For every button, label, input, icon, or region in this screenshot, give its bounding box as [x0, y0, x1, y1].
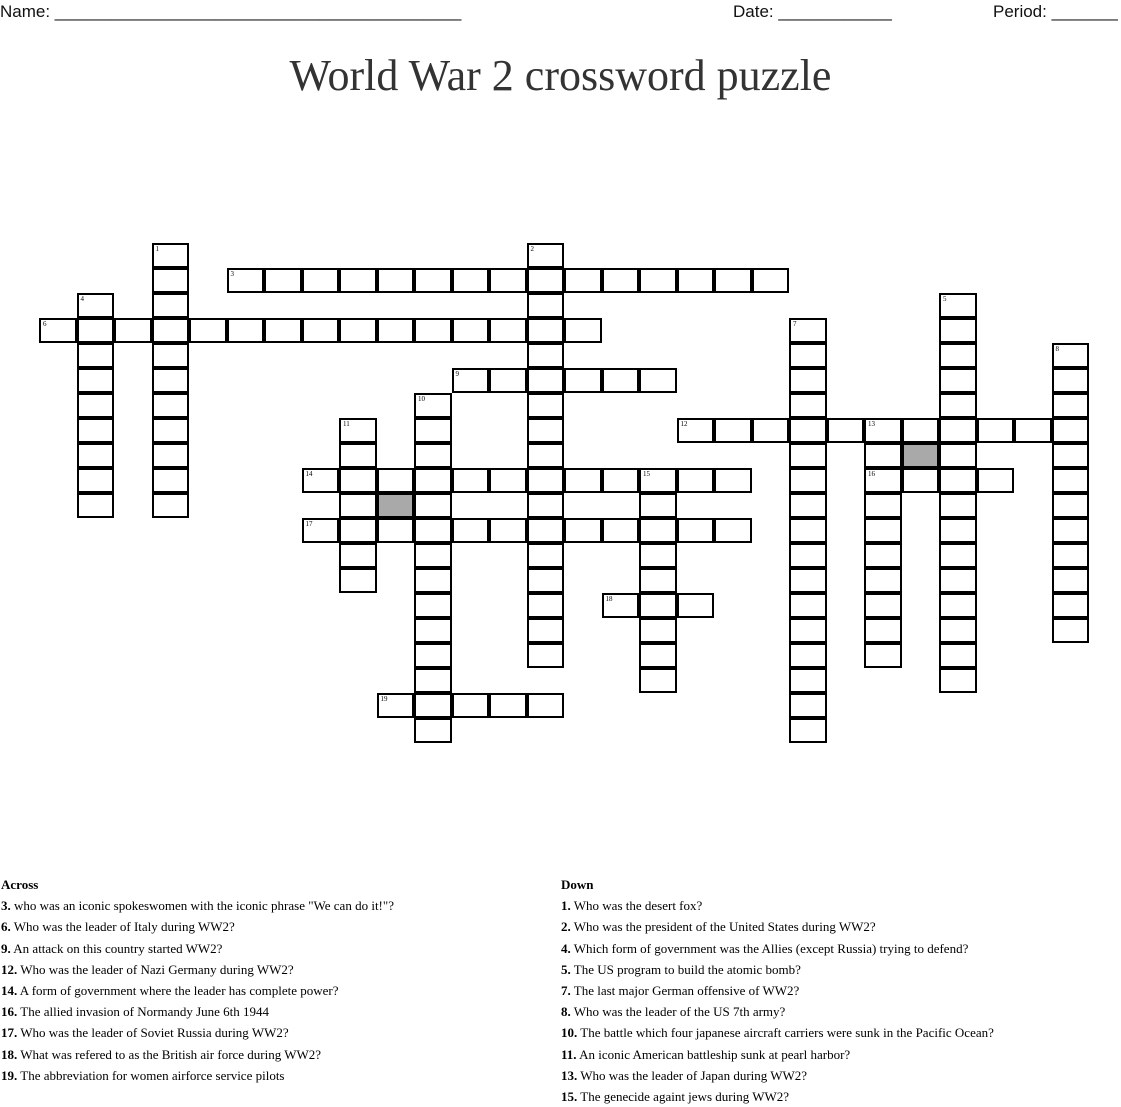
grid-cell[interactable] [339, 518, 377, 543]
grid-cell[interactable] [864, 593, 902, 618]
grid-cell[interactable] [1052, 568, 1090, 593]
grid-cell[interactable] [789, 593, 827, 618]
grid-cell[interactable] [189, 318, 227, 343]
grid-cell[interactable] [39, 318, 77, 343]
grid-cell[interactable] [339, 268, 377, 293]
grid-cell[interactable] [152, 393, 190, 418]
grid-cell[interactable] [864, 543, 902, 568]
grid-cell[interactable] [864, 418, 902, 443]
grid-cell[interactable] [489, 268, 527, 293]
grid-cell[interactable] [864, 468, 902, 493]
grid-cell[interactable] [639, 593, 677, 618]
clue-number: 6 [43, 320, 47, 328]
clue-item-number: 11. [561, 1046, 577, 1062]
grid-cell[interactable] [414, 668, 452, 693]
grid-cell[interactable] [152, 268, 190, 293]
clue-item-text: Who was the president of the United States during WW2? [570, 919, 876, 935]
down-heading: Down [561, 877, 594, 892]
grid-cell[interactable] [939, 643, 977, 668]
clue-item-number: 9. [1, 940, 11, 956]
grid-cell[interactable] [789, 468, 827, 493]
grid-cell[interactable] [677, 593, 715, 618]
clue-number: 7 [793, 320, 797, 328]
grid-cell[interactable] [527, 293, 565, 318]
grid-cell[interactable] [527, 418, 565, 443]
clue-item-text: Who was the leader of Nazi Germany during WW2? [17, 961, 294, 977]
clue-number: 2 [530, 245, 534, 253]
grid-cell[interactable] [864, 493, 902, 518]
clue-number: 12 [680, 420, 688, 428]
grid-cell[interactable] [452, 268, 490, 293]
clue-item-text: Who was the leader of Japan during WW2? [577, 1067, 808, 1083]
page-title: World War 2 crossword puzzle [289, 51, 832, 100]
grid-cell[interactable] [527, 318, 565, 343]
grid-cell[interactable] [564, 518, 602, 543]
grid-cell[interactable] [339, 468, 377, 493]
down-clues [561, 874, 994, 1107]
clue-item-number: 8. [561, 1004, 571, 1020]
grid-cell[interactable] [152, 368, 190, 393]
grid-cell[interactable] [152, 443, 190, 468]
grid-cell[interactable] [302, 268, 340, 293]
down-clue-list [561, 895, 994, 1107]
clue-item-number: 16. [1, 1004, 18, 1020]
clue-item [1, 1001, 394, 1022]
shaded-grid-cell [377, 493, 415, 518]
grid-cell[interactable] [452, 318, 490, 343]
clue-item-number: 5. [561, 961, 571, 977]
grid-cell[interactable] [452, 693, 490, 718]
grid-cell[interactable] [264, 318, 302, 343]
grid-cell[interactable] [864, 518, 902, 543]
grid-cell[interactable] [527, 518, 565, 543]
clue-item-number: 10. [561, 1025, 578, 1041]
grid-cell[interactable] [527, 568, 565, 593]
clue-number: 14 [305, 470, 313, 478]
grid-cell[interactable] [789, 343, 827, 368]
grid-cell[interactable] [339, 318, 377, 343]
grid-cell[interactable] [789, 493, 827, 518]
grid-cell[interactable] [414, 543, 452, 568]
grid-cell[interactable] [77, 393, 115, 418]
grid-cell[interactable] [977, 468, 1015, 493]
grid-cell[interactable] [789, 643, 827, 668]
clue-item-number: 7. [561, 983, 571, 999]
grid-cell[interactable] [864, 443, 902, 468]
grid-cell[interactable] [677, 268, 715, 293]
grid-cell[interactable] [902, 468, 940, 493]
grid-cell[interactable] [939, 493, 977, 518]
grid-cell[interactable] [414, 468, 452, 493]
grid-cell[interactable] [339, 568, 377, 593]
grid-cell[interactable] [414, 618, 452, 643]
grid-cell[interactable] [789, 543, 827, 568]
clue-number: 19 [380, 695, 388, 703]
clue-item [561, 1065, 994, 1086]
across-clue-list [1, 895, 394, 1086]
clue-item-number: 3. [1, 898, 11, 914]
grid-cell[interactable] [452, 468, 490, 493]
grid-cell[interactable] [414, 643, 452, 668]
grid-cell[interactable] [939, 593, 977, 618]
clue-item [561, 916, 994, 937]
grid-cell[interactable] [639, 468, 677, 493]
clue-item [1, 1044, 394, 1065]
grid-cell[interactable] [527, 468, 565, 493]
grid-cell[interactable] [77, 343, 115, 368]
grid-cell[interactable] [527, 243, 565, 268]
grid-cell[interactable] [152, 243, 190, 268]
clue-number: 8 [1055, 345, 1059, 353]
grid-cell[interactable] [527, 343, 565, 368]
clue-item [1, 938, 394, 959]
grid-cell[interactable] [527, 543, 565, 568]
clue-number: 16 [868, 470, 875, 478]
grid-cell[interactable] [489, 518, 527, 543]
grid-cell[interactable] [639, 268, 677, 293]
grid-cell[interactable] [602, 268, 640, 293]
name-field-label: Name: ___________________________________________ [0, 2, 462, 21]
clue-item-text: The battle which four japanese aircraft carriers were sunk in the Pacific Ocean? [577, 1025, 994, 1041]
grid-cell[interactable] [639, 543, 677, 568]
grid-cell[interactable] [639, 518, 677, 543]
grid-cell[interactable] [77, 293, 115, 318]
grid-cell[interactable] [677, 468, 715, 493]
grid-cell[interactable] [414, 318, 452, 343]
grid-cell[interactable] [714, 518, 752, 543]
clue-item [561, 959, 994, 980]
grid-cell[interactable] [414, 393, 452, 418]
grid-cell[interactable] [602, 368, 640, 393]
clue-item [561, 1022, 994, 1043]
grid-cell[interactable] [939, 468, 977, 493]
grid-cell[interactable] [527, 618, 565, 643]
clue-item [561, 1044, 994, 1065]
grid-cell[interactable] [1052, 593, 1090, 618]
clue-item-number: 6. [1, 919, 11, 935]
grid-cell[interactable] [939, 543, 977, 568]
clue-item-number: 12. [1, 961, 18, 977]
clue-item [1, 980, 394, 1001]
grid-cell[interactable] [77, 418, 115, 443]
grid-cell[interactable] [264, 268, 302, 293]
grid-cell[interactable] [77, 443, 115, 468]
clue-number: 11 [343, 420, 350, 428]
grid-cell[interactable] [714, 418, 752, 443]
grid-cell[interactable] [639, 668, 677, 693]
grid-cell[interactable] [1052, 618, 1090, 643]
grid-cell[interactable] [527, 268, 565, 293]
clue-number: 13 [868, 420, 875, 428]
clue-item-text: Which form of government was the Allies (except Russia) trying to defend? [570, 940, 969, 956]
clue-number: 15 [643, 470, 650, 478]
grid-cell[interactable] [527, 643, 565, 668]
grid-cell[interactable] [1052, 543, 1090, 568]
clue-item-text: The genecide againt jews during WW2? [577, 1089, 790, 1105]
grid-cell[interactable] [939, 343, 977, 368]
grid-cell[interactable] [414, 493, 452, 518]
clue-item-text: What was refered to as the British air force during WW2? [17, 1046, 322, 1062]
grid-cell[interactable] [789, 393, 827, 418]
across-heading: Across [1, 877, 39, 892]
grid-cell[interactable] [302, 518, 340, 543]
grid-cell[interactable] [489, 368, 527, 393]
grid-cell[interactable] [452, 518, 490, 543]
grid-cell[interactable] [939, 518, 977, 543]
clue-item-number: 13. [561, 1067, 578, 1083]
grid-cell[interactable] [602, 468, 640, 493]
grid-cell[interactable] [864, 618, 902, 643]
grid-cell[interactable] [939, 418, 977, 443]
period-field-label: Period: _______ [993, 2, 1118, 21]
grid-cell[interactable] [939, 368, 977, 393]
grid-cell[interactable] [527, 443, 565, 468]
grid-cell[interactable] [339, 543, 377, 568]
grid-cell[interactable] [977, 418, 1015, 443]
grid-cell[interactable] [714, 468, 752, 493]
grid-cell[interactable] [414, 718, 452, 743]
clue-number: 1 [155, 245, 159, 253]
grid-cell[interactable] [939, 318, 977, 343]
grid-cell[interactable] [1052, 343, 1090, 368]
grid-cell[interactable] [639, 368, 677, 393]
grid-cell[interactable] [864, 643, 902, 668]
grid-cell[interactable] [1052, 443, 1090, 468]
grid-cell[interactable] [77, 468, 115, 493]
grid-cell[interactable] [789, 568, 827, 593]
grid-cell[interactable] [564, 368, 602, 393]
clue-item-number: 14. [1, 983, 18, 999]
grid-cell[interactable] [527, 693, 565, 718]
clue-item [561, 1001, 994, 1022]
grid-cell[interactable] [939, 668, 977, 693]
grid-cell[interactable] [152, 343, 190, 368]
clue-item-number: 18. [1, 1046, 18, 1062]
grid-cell[interactable] [114, 318, 152, 343]
grid-cell[interactable] [339, 418, 377, 443]
grid-cell[interactable] [564, 468, 602, 493]
clue-item-number: 2. [561, 919, 571, 935]
clue-item [561, 938, 994, 959]
clue-number: 10 [418, 395, 425, 403]
grid-cell[interactable] [414, 593, 452, 618]
grid-cell[interactable] [152, 318, 190, 343]
grid-cell[interactable] [414, 418, 452, 443]
grid-cell[interactable] [639, 568, 677, 593]
clue-item-text: Who was the desert fox? [570, 898, 703, 914]
grid-cell[interactable] [939, 393, 977, 418]
clue-item-number: 17. [1, 1025, 18, 1041]
clue-number: 17 [305, 520, 313, 528]
grid-cell[interactable] [1052, 468, 1090, 493]
grid-cell[interactable] [789, 618, 827, 643]
shaded-grid-cell [902, 443, 940, 468]
grid-cell[interactable] [714, 268, 752, 293]
clue-item [561, 895, 994, 916]
clue-number: 18 [605, 595, 613, 603]
clue-number: 5 [943, 295, 947, 303]
grid-cell[interactable] [864, 568, 902, 593]
grid-cell[interactable] [1052, 518, 1090, 543]
grid-cell[interactable] [527, 493, 565, 518]
grid-cell[interactable] [377, 268, 415, 293]
clue-item [561, 980, 994, 1001]
grid-cell[interactable] [414, 568, 452, 593]
grid-cell[interactable] [77, 318, 115, 343]
grid-cell[interactable] [377, 468, 415, 493]
grid-cell[interactable] [639, 493, 677, 518]
grid-cell[interactable] [339, 443, 377, 468]
clue-item-number: 1. [561, 898, 571, 914]
clue-item-text: who was an iconic spokeswomen with the iconic phrase "We can do it!"? [10, 898, 394, 914]
clue-number: 9 [455, 370, 459, 378]
grid-cell[interactable] [789, 518, 827, 543]
grid-cell[interactable] [939, 618, 977, 643]
grid-cell[interactable] [377, 318, 415, 343]
grid-cell[interactable] [789, 443, 827, 468]
clue-item-text: An iconic American battleship sunk at pearl harbor? [576, 1046, 851, 1062]
grid-cell[interactable] [377, 518, 415, 543]
grid-cell[interactable] [489, 318, 527, 343]
grid-cell[interactable] [789, 318, 827, 343]
clue-item-text: Who was the leader of Italy during WW2? [10, 919, 235, 935]
grid-cell[interactable] [527, 593, 565, 618]
grid-cell[interactable] [452, 368, 490, 393]
grid-cell[interactable] [752, 268, 790, 293]
clue-item-text: A form of government where the leader has complete power? [17, 983, 339, 999]
grid-cell[interactable] [939, 293, 977, 318]
grid-cell[interactable] [152, 468, 190, 493]
grid-cell[interactable] [752, 418, 790, 443]
clue-item [1, 895, 394, 916]
grid-cell[interactable] [602, 593, 640, 618]
grid-cell[interactable] [77, 368, 115, 393]
grid-cell[interactable] [377, 693, 415, 718]
date-field-label: Date: ____________ [733, 2, 892, 21]
grid-cell[interactable] [1052, 393, 1090, 418]
grid-cell[interactable] [152, 493, 190, 518]
clue-item-number: 15. [561, 1089, 578, 1105]
grid-cell[interactable] [789, 668, 827, 693]
grid-cell[interactable] [639, 643, 677, 668]
grid-cell[interactable] [902, 418, 940, 443]
clue-item [1, 959, 394, 980]
grid-cell[interactable] [152, 418, 190, 443]
across-clues [1, 874, 394, 1086]
grid-cell[interactable] [564, 268, 602, 293]
clue-item-text: The allied invasion of Normandy June 6th 1944 [17, 1004, 270, 1020]
grid-cell[interactable] [789, 368, 827, 393]
grid-cell[interactable] [302, 318, 340, 343]
grid-cell[interactable] [789, 718, 827, 743]
clue-item [1, 916, 394, 937]
grid-cell[interactable] [602, 518, 640, 543]
grid-cell[interactable] [677, 418, 715, 443]
clue-item-text: The last major German offensive of WW2? [570, 983, 800, 999]
grid-cell[interactable] [939, 443, 977, 468]
grid-cell[interactable] [527, 368, 565, 393]
clue-number: 3 [230, 270, 234, 278]
grid-cell[interactable] [939, 568, 977, 593]
clue-item-text: Who was the leader of Soviet Russia during WW2? [17, 1025, 289, 1041]
grid-cell[interactable] [677, 518, 715, 543]
clue-item [1, 1065, 394, 1086]
grid-cell[interactable] [1052, 418, 1090, 443]
grid-cell[interactable] [77, 493, 115, 518]
grid-cell[interactable] [1052, 493, 1090, 518]
clue-item-text: The abbreviation for women airforce service pilots [17, 1067, 285, 1083]
grid-cell[interactable] [789, 693, 827, 718]
grid-cell[interactable] [564, 318, 602, 343]
grid-cell[interactable] [489, 468, 527, 493]
grid-cell[interactable] [789, 418, 827, 443]
grid-cell[interactable] [414, 443, 452, 468]
grid-cell[interactable] [227, 268, 265, 293]
grid-cell[interactable] [414, 518, 452, 543]
grid-cell[interactable] [527, 393, 565, 418]
grid-cell[interactable] [152, 293, 190, 318]
clue-item-number: 4. [561, 940, 571, 956]
grid-cell[interactable] [414, 268, 452, 293]
clue-item [1, 1022, 394, 1043]
grid-cell[interactable] [414, 693, 452, 718]
clue-item [561, 1086, 994, 1107]
grid-cell[interactable] [489, 693, 527, 718]
grid-cell[interactable] [1052, 368, 1090, 393]
grid-cell[interactable] [827, 418, 865, 443]
grid-cell[interactable] [227, 318, 265, 343]
clue-item-number: 19. [1, 1067, 18, 1083]
grid-cell[interactable] [639, 618, 677, 643]
clue-item-text: The US program to build the atomic bomb? [570, 961, 801, 977]
clue-item-text: Who was the leader of the US 7th army? [570, 1004, 786, 1020]
grid-cell[interactable] [1014, 418, 1052, 443]
grid-cell[interactable] [302, 468, 340, 493]
clue-item-text: An attack on this country started WW2? [10, 940, 223, 956]
grid-cell[interactable] [339, 493, 377, 518]
clue-number: 4 [80, 295, 84, 303]
